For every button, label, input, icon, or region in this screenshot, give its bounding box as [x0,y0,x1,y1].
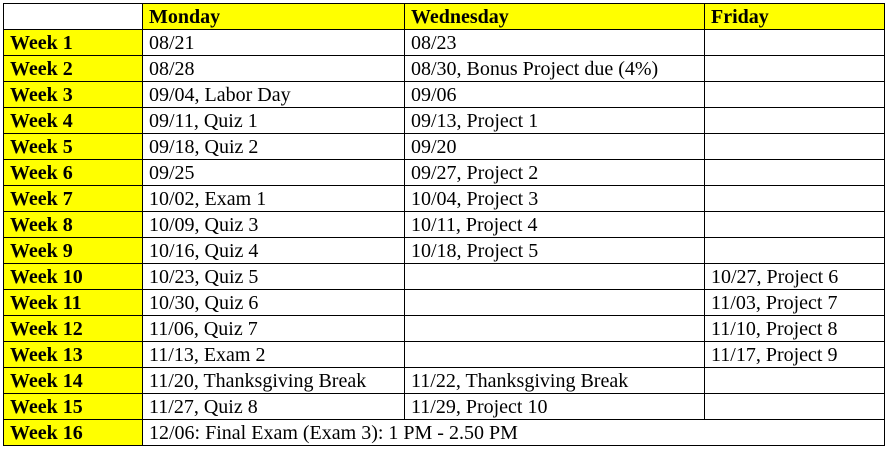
table-row [4,160,885,186]
monday-cell: 10/02, Exam 1 [143,186,405,212]
friday-cell [705,212,885,238]
week-label: Week 5 [4,134,143,160]
week-label: Week 9 [4,238,143,264]
wednesday-cell: 10/11, Project 4 [405,212,705,238]
week-label: Week 15 [4,394,143,420]
wednesday-cell: 09/27, Project 2 [405,160,705,186]
schedule-body [4,30,885,446]
table-row [4,342,885,368]
week-label: Week 12 [4,316,143,342]
week-label: Week 11 [4,290,143,316]
week-label: Week 10 [4,264,143,290]
friday-cell [705,186,885,212]
header-friday: Friday [705,4,885,30]
monday-cell: 08/28 [143,56,405,82]
friday-cell: 10/27, Project 6 [705,264,885,290]
friday-cell [705,238,885,264]
table-row [4,290,885,316]
week-label: Week 7 [4,186,143,212]
final-exam-cell: 12/06: Final Exam (Exam 3): 1 PM - 2.50 PM [143,420,885,446]
table-row [4,108,885,134]
friday-cell [705,30,885,56]
friday-cell [705,108,885,134]
wednesday-cell: 09/06 [405,82,705,108]
schedule-table [3,3,885,446]
week-label: Week 13 [4,342,143,368]
header-monday: Monday [143,4,405,30]
table-row [4,134,885,160]
wednesday-cell: 10/04, Project 3 [405,186,705,212]
monday-cell: 10/23, Quiz 5 [143,264,405,290]
friday-cell [705,82,885,108]
week-label: Week 1 [4,30,143,56]
table-row [4,56,885,82]
week-label: Week 4 [4,108,143,134]
corner-cell [4,4,143,30]
friday-cell [705,368,885,394]
monday-cell: 08/21 [143,30,405,56]
wednesday-cell: 11/22, Thanksgiving Break [405,368,705,394]
monday-cell: 10/09, Quiz 3 [143,212,405,238]
monday-cell: 11/13, Exam 2 [143,342,405,368]
header-wednesday: Wednesday [405,4,705,30]
friday-cell [705,160,885,186]
table-row [4,212,885,238]
table-row [4,368,885,394]
table-row [4,238,885,264]
week-label: Week 14 [4,368,143,394]
monday-cell: 10/16, Quiz 4 [143,238,405,264]
wednesday-cell: 10/18, Project 5 [405,238,705,264]
friday-cell [705,56,885,82]
monday-cell: 09/11, Quiz 1 [143,108,405,134]
friday-cell: 11/03, Project 7 [705,290,885,316]
table-row [4,394,885,420]
week-label: Week 6 [4,160,143,186]
wednesday-cell [405,342,705,368]
friday-cell [705,134,885,160]
friday-cell: 11/10, Project 8 [705,316,885,342]
table-row [4,264,885,290]
wednesday-cell: 11/29, Project 10 [405,394,705,420]
wednesday-cell: 09/20 [405,134,705,160]
final-exam-row [4,420,885,446]
monday-cell: 11/20, Thanksgiving Break [143,368,405,394]
wednesday-cell [405,316,705,342]
friday-cell [705,394,885,420]
table-row [4,30,885,56]
wednesday-cell: 08/23 [405,30,705,56]
monday-cell: 10/30, Quiz 6 [143,290,405,316]
wednesday-cell [405,290,705,316]
wednesday-cell [405,264,705,290]
table-row [4,82,885,108]
monday-cell: 11/27, Quiz 8 [143,394,405,420]
monday-cell: 09/25 [143,160,405,186]
week-label: Week 3 [4,82,143,108]
monday-cell: 11/06, Quiz 7 [143,316,405,342]
table-row [4,316,885,342]
week-label: Week 16 [4,420,143,446]
monday-cell: 09/04, Labor Day [143,82,405,108]
monday-cell: 09/18, Quiz 2 [143,134,405,160]
friday-cell: 11/17, Project 9 [705,342,885,368]
wednesday-cell: 09/13, Project 1 [405,108,705,134]
header-row [4,4,885,30]
week-label: Week 2 [4,56,143,82]
wednesday-cell: 08/30, Bonus Project due (4%) [405,56,705,82]
table-row [4,186,885,212]
week-label: Week 8 [4,212,143,238]
